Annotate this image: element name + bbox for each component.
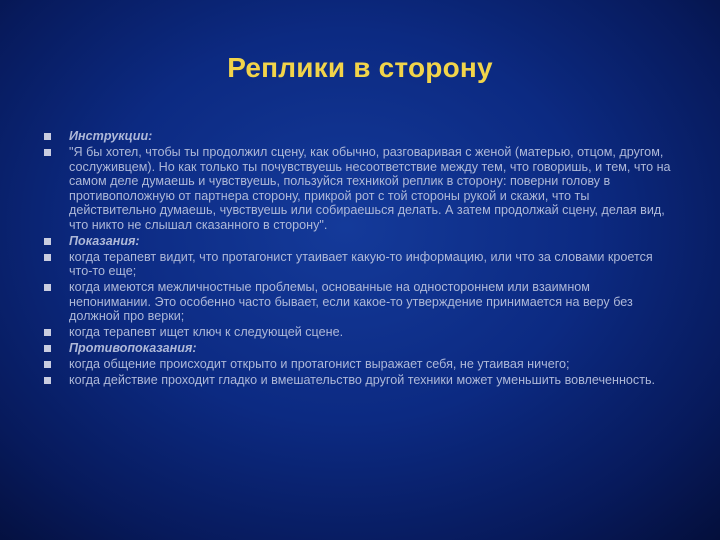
list-item-text: когда общение происходит открыто и протагонист выражает себя, не утаивая ничего;: [69, 357, 570, 371]
list-item-text: когда имеются межличностные проблемы, основанные на одностороннем или взаимном непонимании. Это особенно часто бывает, если какое-то утверждение принимается на веру без должной про верки;: [69, 280, 633, 323]
list-item-text: когда терапевт видит, что протагонист утаивает какую-то информацию, или что за словами кроется что-то еще;: [69, 249, 653, 278]
list-item-instructions-heading: [44, 129, 674, 144]
list-item-text: Противопоказания:: [69, 341, 197, 355]
list-item-indication: [44, 325, 674, 340]
square-bullet-icon: [44, 149, 51, 156]
square-bullet-icon: [44, 238, 51, 245]
square-bullet-icon: [44, 329, 51, 336]
list-item-contraindications-heading: [44, 341, 674, 356]
list-item-text: Инструкции:: [69, 129, 153, 143]
square-bullet-icon: [44, 377, 51, 384]
slide-title: Реплики в сторону: [227, 52, 493, 83]
square-bullet-icon: [44, 345, 51, 352]
list-item-indication: [44, 250, 674, 279]
list-item-text: когда терапевт ищет ключ к следующей сцене.: [69, 325, 344, 339]
list-item-contraindication: [44, 373, 674, 388]
square-bullet-icon: [44, 284, 51, 291]
bullet-list: [44, 129, 674, 389]
list-item-indication: [44, 280, 674, 324]
list-item-text: "Я бы хотел, чтобы ты продолжил сцену, как обычно, разговаривая с женой (матерью, отцом, другом, сослуживцем). Но как только ты почувствуешь несоответствие между тем, что говоришь, и тем, что на самом деле думаешь и чувствуешь, пользуйся техникой реплик в сторону: поверни голову в противоположную от партнера сторону, прикрой рот с той стороны рукой и скажи, что ты действительно думаешь, чувствуешь или собираешься делать. А затем продолжай сцену, делая вид, что никто не слышал сказанного в сторону".: [69, 145, 671, 232]
list-item-contraindication: [44, 357, 674, 372]
square-bullet-icon: [44, 254, 51, 261]
list-item-text: когда действие проходит гладко и вмешательство другой техники может уменьшить вовлеченность.: [69, 373, 656, 387]
list-item-text: Показания:: [69, 233, 140, 248]
list-item-instruction-quote: [44, 145, 674, 232]
square-bullet-icon: [44, 361, 51, 368]
square-bullet-icon: [44, 133, 51, 140]
list-item-indications-heading: [44, 234, 674, 249]
